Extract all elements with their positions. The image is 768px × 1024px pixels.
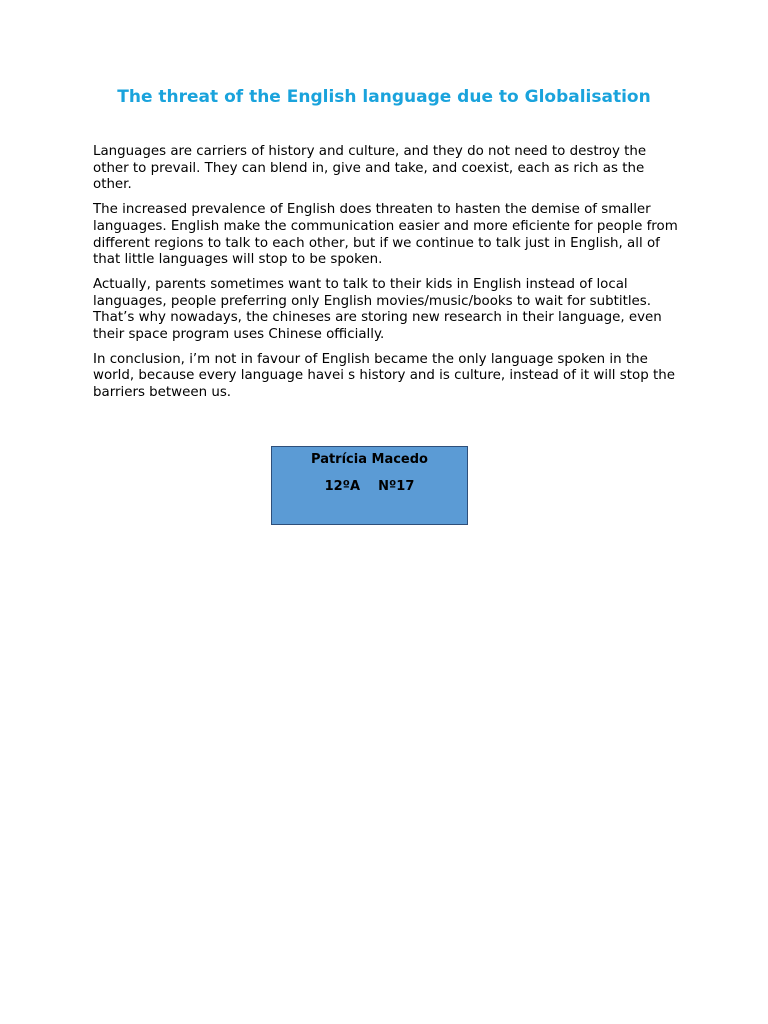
class-label: 12ºA: [324, 479, 361, 494]
paragraph-4: In conclusion, i’m not in favour of English became the only language spoken in the world, because every language havei s history and is culture, instead of it will stop the barriers between us.: [93, 351, 675, 401]
paragraph-1: Languages are carriers of history and culture, and they do not need to destroy the other to prevail. They can blend in, give and take, and coexist, each as rich as the other.: [93, 144, 647, 193]
paragraph-2: The increased prevalence of English does threaten to hasten the demise of smaller languages. English make the communication easier and more eficiente for people from different regions to talk to each other, but if we continue to talk just in English, all of that little languages will stop to be spoken.: [93, 202, 678, 268]
paragraph-3: Actually, parents sometimes want to talk to their kids in English instead of local languages, people preferring only English movies/music/books to wait for subtitles. That’s why nowadays, the chineses are storing new research in their language, even their space program uses Chinese officially.: [93, 276, 662, 343]
number-label: Nº17: [378, 479, 415, 494]
author-name: Patrícia Macedo: [311, 452, 428, 467]
document-title: The threat of the English language due to Globalisation: [117, 87, 651, 107]
author-class-line: [272, 479, 467, 495]
author-box: [271, 446, 468, 525]
document-body: [93, 144, 685, 410]
